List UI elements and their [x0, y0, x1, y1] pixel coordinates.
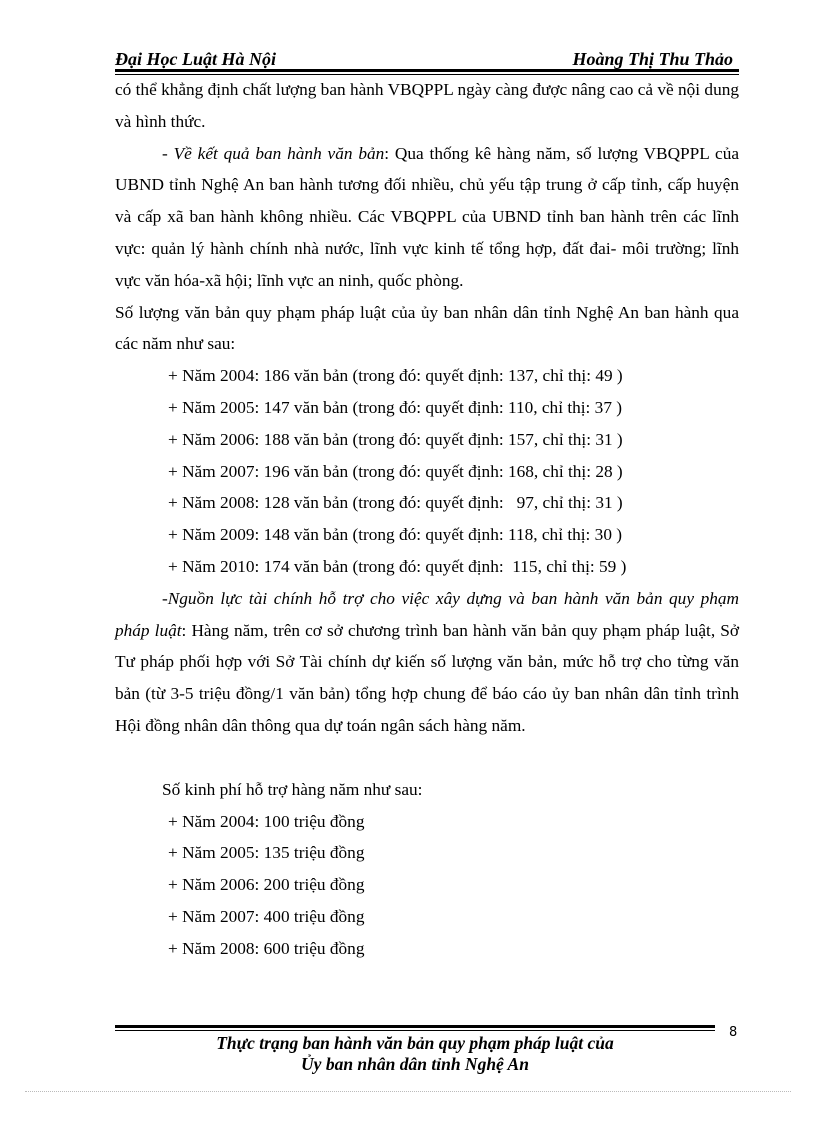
page-body: [115, 74, 739, 965]
page-footer: [115, 1033, 715, 1075]
header-school: Đại Học Luật Hà Nội: [115, 49, 276, 69]
blank-line: [115, 742, 739, 774]
paragraph-funding-intro: Số kinh phí hỗ trợ hàng năm như sau:: [162, 779, 423, 799]
list-item: + Năm 2008: 128 văn bản (trong đó: quyết định: 97, chỉ thị: 31 ): [168, 493, 623, 513]
header-rule: [115, 69, 739, 72]
finance-label: -Nguồn lực tài chính hỗ trợ cho việc xây dựng và ban hành văn bản quy phạm pháp luật: [115, 588, 739, 640]
page-bottom-dotted-line: [25, 1091, 791, 1092]
document-count-list: [115, 360, 739, 583]
page-number: 8: [729, 1025, 738, 1040]
page-header: [115, 49, 739, 69]
list-item: + Năm 2005: 147 văn bản (trong đó: quyết định: 110, chỉ thị: 37 ): [168, 397, 623, 417]
list-item: + Năm 2007: 196 văn bản (trong đó: quyết định: 168, chỉ thị: 28 ): [168, 461, 623, 481]
footer-title-line2: Ủy ban nhân dân tỉnh Nghệ An: [301, 1054, 529, 1074]
paragraph-count-intro: Số lượng văn bản quy phạm pháp luật của ủy ban nhân dân tỉnh Nghệ An ban hành qua các năm như sau:: [115, 302, 739, 354]
header-author: Hoàng Thị Thu Thảo: [572, 49, 733, 69]
footer-rule: [115, 1025, 715, 1028]
footer-rule-thin: [115, 1030, 715, 1031]
results-label: - Về kết quả ban hành văn bản: [162, 143, 385, 163]
list-item: + Năm 2009: 148 văn bản (trong đó: quyết định: 118, chỉ thị: 30 ): [168, 525, 623, 545]
results-text: : Qua thống kê hàng năm, số lượng VBQPPL của UBND tỉnh Nghệ An ban hành tương đối nhiều, chủ yếu tập trung ở cấp tỉnh, cấp huyện và cấp xã ban hành không nhiều. Các VBQPPL của UBND tỉnh ban hành trên các lĩnh vực: quản lý hành chính nhà nước, lĩnh vực kinh tế tổng hợp, đất đai- môi trường; lĩnh vực văn hóa-xã hội; lĩnh vực an ninh, quốc phòng.: [115, 143, 739, 290]
list-item: + Năm 2006: 188 văn bản (trong đó: quyết định: 157, chỉ thị: 31 ): [168, 429, 623, 449]
list-item: + Năm 2005: 135 triệu đồng: [168, 843, 365, 863]
list-item: + Năm 2007: 400 triệu đồng: [168, 906, 365, 926]
list-item: + Năm 2004: 100 triệu đồng: [168, 811, 365, 831]
paragraph-results: [115, 138, 739, 297]
finance-text: : Hàng năm, trên cơ sở chương trình ban hành văn bản quy phạm pháp luật, Sở Tư pháp phối hợp với Sở Tài chính dự kiến số lượng văn bản, mức hỗ trợ cho từng văn bản (từ 3-5 triệu đồng/1 văn bản) tổng hợp chung để báo cáo ủy ban nhân dân tỉnh trình Hội đồng nhân dân thông qua dự toán ngân sách hàng năm.: [115, 620, 739, 735]
paragraph-quality: có thể khẳng định chất lượng ban hành VBQPPL ngày càng được nâng cao cả về nội dung và hình thức.: [115, 80, 739, 131]
paragraph-finance: [115, 583, 739, 742]
funding-list: [115, 806, 739, 965]
footer-title-line1: Thực trạng ban hành văn bản quy phạm pháp luật của: [216, 1033, 614, 1053]
list-item: + Năm 2010: 174 văn bản (trong đó: quyết định: 115, chỉ thị: 59 ): [168, 556, 627, 576]
list-item: + Năm 2006: 200 triệu đồng: [168, 875, 365, 895]
list-item: + Năm 2008: 600 triệu đồng: [168, 938, 365, 958]
list-item: + Năm 2004: 186 văn bản (trong đó: quyết định: 137, chỉ thị: 49 ): [168, 366, 623, 386]
